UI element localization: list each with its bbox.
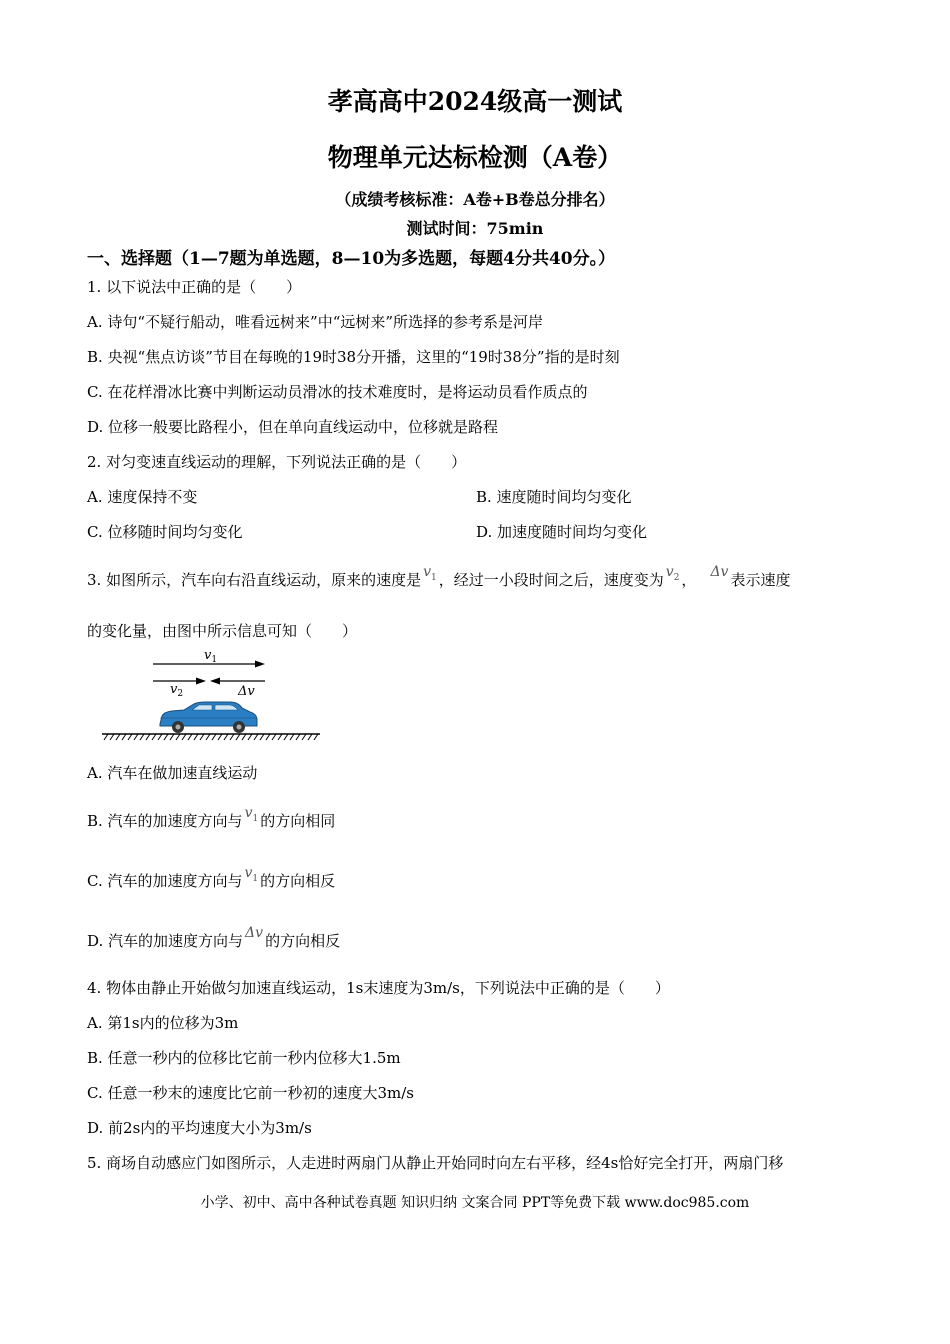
question-2-stem: 2. 对匀变速直线运动的理解，下列说法正确的是（ ）: [87, 453, 467, 471]
question-3-option-d-part1: D. 汽车的加速度方向与: [87, 932, 244, 950]
question-2-option-c: C. 位移随时间均匀变化: [87, 523, 243, 541]
question-1-stem: 1. 以下说法中正确的是（ ）: [87, 278, 302, 296]
symbol-v1-sub: 1: [252, 873, 259, 884]
question-2-option-a: A. 速度保持不变: [87, 488, 198, 506]
question-4-option-b: B. 任意一秒内的位移比它前一秒内位移大1.5m: [87, 1049, 401, 1067]
question-3-option-b-part1: B. 汽车的加速度方向与: [87, 812, 243, 830]
question-4-stem: 4. 物体由静止开始做匀加速直线运动，1s末速度为3m/s，下列说法中正确的是（ ）: [87, 979, 670, 997]
exam-title: 孝高高中2024级高一测试: [327, 87, 623, 116]
test-time: 测试时间：75min: [406, 219, 544, 238]
symbol-v1-letter: v: [244, 805, 253, 821]
question-3-option-b: [87, 805, 336, 833]
question-3-stem-line2: 的变化量，由图中所示信息可知（ ）: [87, 622, 358, 640]
symbol-v1: [421, 564, 439, 583]
grading-note: （成绩考核标准：A卷+B卷总分排名）: [335, 190, 615, 209]
question-5-stem: 5. 商场自动感应门如图所示，人走进时两扇门从静止开始同时向左右平移，经4s恰好完全打开，两扇门移: [87, 1154, 784, 1172]
question-3-option-a: A. 汽车在做加速直线运动: [87, 764, 258, 782]
question-3-stem-part3: ，: [681, 571, 697, 589]
symbol-v1-sub: 1: [431, 572, 437, 583]
symbol-delta-v: Δv: [710, 564, 729, 580]
question-1-option-b: B. 央视“焦点访谈”节目在每晚的19时38分开播，这里的“19时38分”指的是时刻: [87, 348, 620, 366]
v2-label: $v_2$: [170, 682, 184, 699]
v1-label: $v_1$: [204, 648, 218, 665]
question-3-option-c-part2: 的方向相反: [260, 872, 336, 890]
question-4-option-d: D. 前2s内的平均速度大小为3m/s: [87, 1119, 312, 1137]
symbol-delta-v: Δv: [245, 925, 264, 941]
page-footer: 小学、初中、高中各种试卷真题 知识归纳 文案合同 PPT等免费下载 www.doc985.com: [200, 1195, 750, 1211]
symbol-v1-letter: v: [244, 865, 253, 881]
v2-arrow: [153, 678, 206, 685]
section-heading: 一、选择题（1—7题为单选题，8—10为多选题，每题4分共40分。）: [87, 249, 616, 269]
question-2-option-b: B. 速度随时间均匀变化: [476, 488, 632, 506]
symbol-v1-letter: v: [423, 564, 432, 580]
delta-v-label: Δv: [238, 684, 255, 699]
question-4-option-a: A. 第1s内的位移为3m: [87, 1014, 239, 1032]
question-3-option-b-part2: 的方向相同: [260, 812, 336, 830]
question-2-option-d: D. 加速度随时间均匀变化: [476, 523, 648, 541]
question-3-option-c: [87, 865, 336, 893]
question-3-option-d-part2: 的方向相反: [265, 932, 341, 950]
question-3-stem-part2: ，经过一小段时间之后，速度变为: [438, 571, 664, 589]
symbol-v2: [664, 564, 682, 583]
question-1-option-d: D. 位移一般要比路程小，但在单向直线运动中，位移就是路程: [87, 418, 499, 436]
question-3-stem: [87, 564, 791, 592]
car-icon: [160, 702, 257, 733]
symbol-v2-letter: v: [665, 564, 674, 580]
symbol-v1: [242, 865, 260, 884]
question-1-option-a: A. 诗句“不疑行船动，唯看远树来”中“远树来”所选择的参考系是河岸: [87, 313, 544, 331]
question-3-option-d: [87, 925, 341, 951]
question-4-option-c: C. 任意一秒末的速度比它前一秒初的速度大3m/s: [87, 1084, 414, 1102]
question-3-option-c-part1: C. 汽车的加速度方向与: [87, 872, 243, 890]
symbol-v1: [243, 805, 261, 824]
ground-hatch: [102, 734, 320, 740]
car-velocity-figure: [100, 646, 325, 746]
exam-subtitle: 物理单元达标检测（A卷）: [327, 143, 623, 172]
symbol-v2-sub: 2: [673, 572, 680, 583]
question-3-stem-part4: 表示速度: [730, 571, 791, 589]
question-1-option-c: C. 在花样滑冰比赛中判断运动员滑冰的技术难度时，是将运动员看作质点的: [87, 383, 588, 401]
question-3-stem-part1: 3. 如图所示，汽车向右沿直线运动，原来的速度是: [87, 571, 422, 589]
symbol-v1-sub: 1: [252, 813, 259, 824]
